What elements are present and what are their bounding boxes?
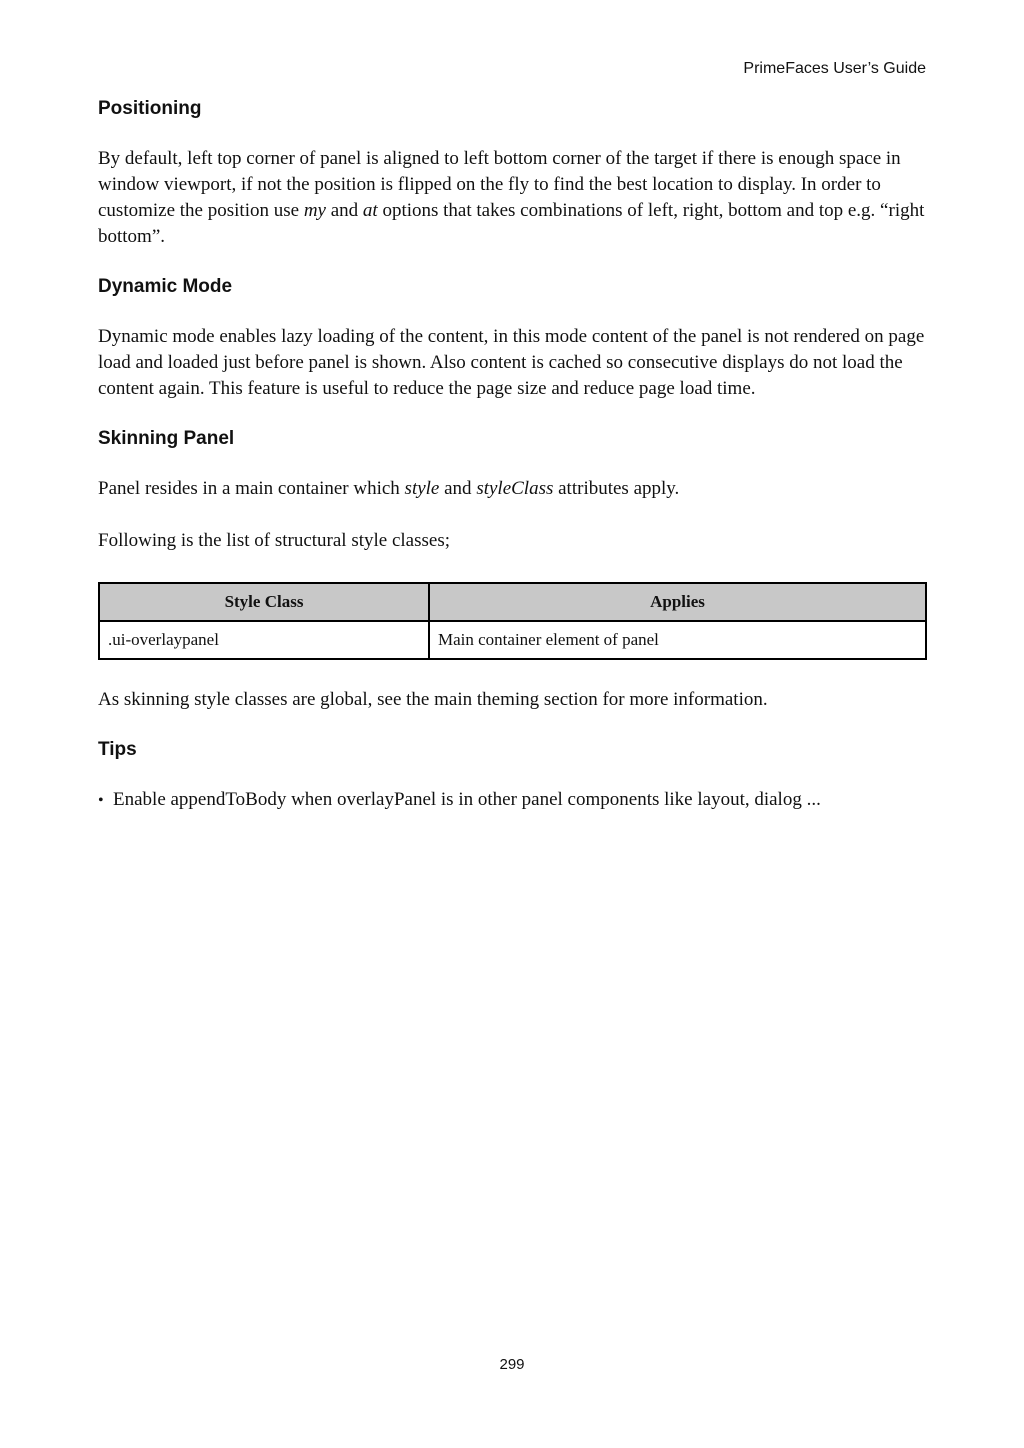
section-heading-dynamic-mode: Dynamic Mode [98,276,233,297]
bullet-icon: • [98,792,104,809]
table-header-applies: Applies [429,583,926,621]
table-header-style-class: Style Class [99,583,429,621]
section-heading-skinning-panel: Skinning Panel [98,428,235,449]
code-term-styleclass: styleClass [476,478,554,499]
table-cell-style-class: .ui-overlaypanel [99,621,429,659]
section-heading-positioning: Positioning [98,98,202,119]
table-row [99,621,926,659]
table-cell-applies: Main container element of panel [429,621,926,659]
section-heading-tips: Tips [98,739,137,760]
running-header: PrimeFaces User’s Guide [743,60,926,77]
paragraph-skinning-intro: Panel resides in a main container which style and styleClass attributes apply. [98,478,680,499]
page-number: 299 [499,1356,525,1373]
paragraph-theming-note: As skinning style classes are global, see the main theming section for more information. [98,689,768,710]
style-class-table [98,582,927,660]
code-term-style: style [404,478,440,499]
page-content [98,96,928,813]
paragraph-structural-classes: Following is the list of structural style classes; [98,530,450,551]
paragraph-positioning: By default, left top corner of panel is aligned to left bottom corner of the target if there is enough space in window viewport, if not the position is flipped on the fly to find the best location to display. In order to customize the position use my and at options that takes combinations of left, right, bottom and top e.g. “right bottom”. [98,148,925,247]
list-item [98,787,928,813]
code-term-my: my [303,200,326,221]
tip-text: Enable appendToBody when overlayPanel is in other panel components like layout, dialog ... [113,789,821,810]
table-header-row [99,583,926,621]
paragraph-dynamic-mode: Dynamic mode enables lazy loading of the content, in this mode content of the panel is not rendered on page load and loaded just before panel is shown. Also content is cached so consecutive displays do not load the content again. This feature is useful to reduce the page size and reduce page load time. [98,326,925,399]
code-term-at: at [362,200,378,221]
